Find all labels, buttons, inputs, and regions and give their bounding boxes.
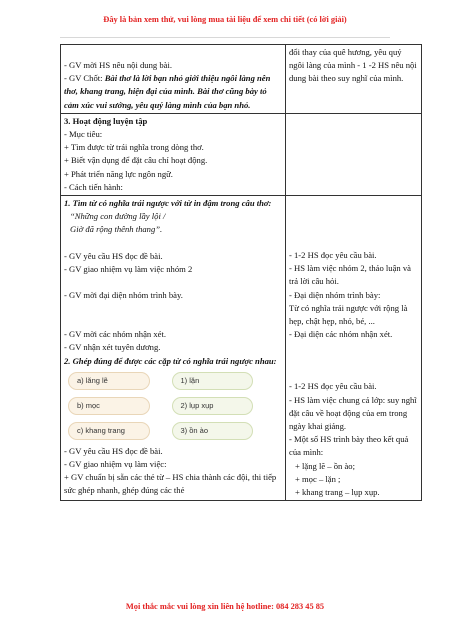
word-card: b) mọc — [68, 397, 150, 415]
teacher-cell — [61, 196, 286, 501]
table-row — [61, 196, 422, 501]
lesson-table — [60, 44, 422, 501]
footer-notice: Mọi thắc mắc vui lòng xin liên hệ hotline: 084 283 45 85 — [125, 602, 325, 611]
line: + khang trang – lụp xụp. — [295, 487, 380, 498]
line: - Một số HS trình bày theo kết quả của mình: — [289, 434, 411, 458]
student-cell — [286, 45, 422, 114]
table-row — [61, 45, 422, 114]
task-1-title: 1. Tìm từ có nghĩa trái ngược với từ in đậm trong câu thơ: — [64, 198, 272, 209]
line: - GV yêu cầu HS đọc đề bài. — [64, 445, 163, 456]
word-card: c) khang trang — [68, 422, 150, 440]
word-card: a) lăng lẽ — [68, 372, 150, 390]
line: - Cách tiến hành: — [64, 181, 123, 192]
line: - 1-2 HS đọc yêu cầu bài. — [289, 250, 377, 261]
task-2-title: 2. Ghép đúng để được các cặp từ có nghĩa trái ngược nhau: — [64, 355, 277, 366]
word-card: 3) ồn ào — [172, 422, 254, 440]
line: - Đại diện nhóm trình bày: — [289, 289, 381, 300]
header-divider — [60, 37, 390, 38]
line: + Tìm được từ trái nghĩa trong dòng thơ. — [64, 142, 204, 153]
line: Từ có nghĩa trái ngược với rộng là hẹp, chật hẹp, nhỏ, bé, ... — [289, 302, 410, 327]
teacher-cell — [61, 45, 286, 114]
line: - GV giao nhiệm vụ làm việc: — [64, 459, 167, 470]
section-title: 3. Hoạt động luyện tập — [64, 115, 148, 126]
conclusion-text: Bài thơ là lời bạn nhỏ giới thiệu ngôi làng nên thơ, khang trang, hiện đại của mình. Bài thơ cũng bày tỏ cảm xúc vui sướng, yêu quý làng mình của bạn nhỏ. — [64, 73, 273, 110]
line: + Phát triển năng lực ngôn ngữ. — [64, 168, 173, 179]
line: - HS làm việc chung cả lớp: suy nghĩ đặt câu về hoạt động của em trong ngày khai giảng. — [289, 394, 419, 432]
line: + lặng lẽ – ồn ào; — [295, 460, 355, 471]
word-card: 2) lụp xụp — [172, 397, 254, 415]
student-cell — [286, 196, 422, 501]
line: - GV yêu cầu HS đọc đề bài. — [64, 250, 163, 261]
word-card: 1) lặn — [172, 372, 254, 390]
line: - GV mời HS nêu nội dung bài. — [64, 60, 172, 70]
quote-line: “Những con đường lầy lội / — [70, 211, 166, 222]
line: + Biết vận dụng để đặt câu chỉ hoạt động. — [64, 155, 208, 166]
student-cell — [286, 113, 422, 195]
quote-line: Giờ đã rộng thênh thang”. — [70, 224, 163, 235]
line: - GV giao nhiệm vụ làm việc nhóm 2 — [64, 263, 193, 274]
table-row — [61, 113, 422, 195]
line: đổi thay của quê hương, yêu quý ngôi làng của mình - 1 -2 HS nêu nội dung bài theo suy nghĩ của mình. — [289, 47, 419, 84]
line: - GV nhận xét tuyên dương. — [64, 342, 161, 353]
teacher-cell — [61, 113, 286, 195]
line: - GV mời các nhóm nhận xét. — [64, 329, 166, 340]
line: - Đại diện các nhóm nhận xét. — [289, 329, 393, 340]
line: + GV chuẩn bị sẵn các thẻ từ – HS chia thành các đội, thi tiếp sức ghép nhanh, ghép đúng các thẻ — [64, 472, 279, 496]
line: + mọc – lặn ; — [295, 473, 341, 484]
line: - GV mời đại diện nhóm trình bày. — [64, 290, 183, 301]
line: - HS làm việc nhóm 2, thảo luận và trả lời câu hỏi. — [289, 263, 414, 287]
line: - Mục tiêu: — [64, 129, 103, 140]
line: - GV Chốt: Bài thơ là lời bạn nhỏ giới thiệu ngôi làng nên thơ, khang trang, hiện đại của mình. Bài thơ cũng bày tỏ cảm xúc vui sướng, yêu quý làng mình của bạn nhỏ. — [64, 73, 273, 110]
word-cards — [68, 372, 253, 440]
header-notice: Đây là bản xem thử, vui lòng mua tài liệu để xem chi tiết (có lời giải) — [103, 15, 347, 24]
line: - 1-2 HS đọc yêu cầu bài. — [289, 381, 377, 392]
